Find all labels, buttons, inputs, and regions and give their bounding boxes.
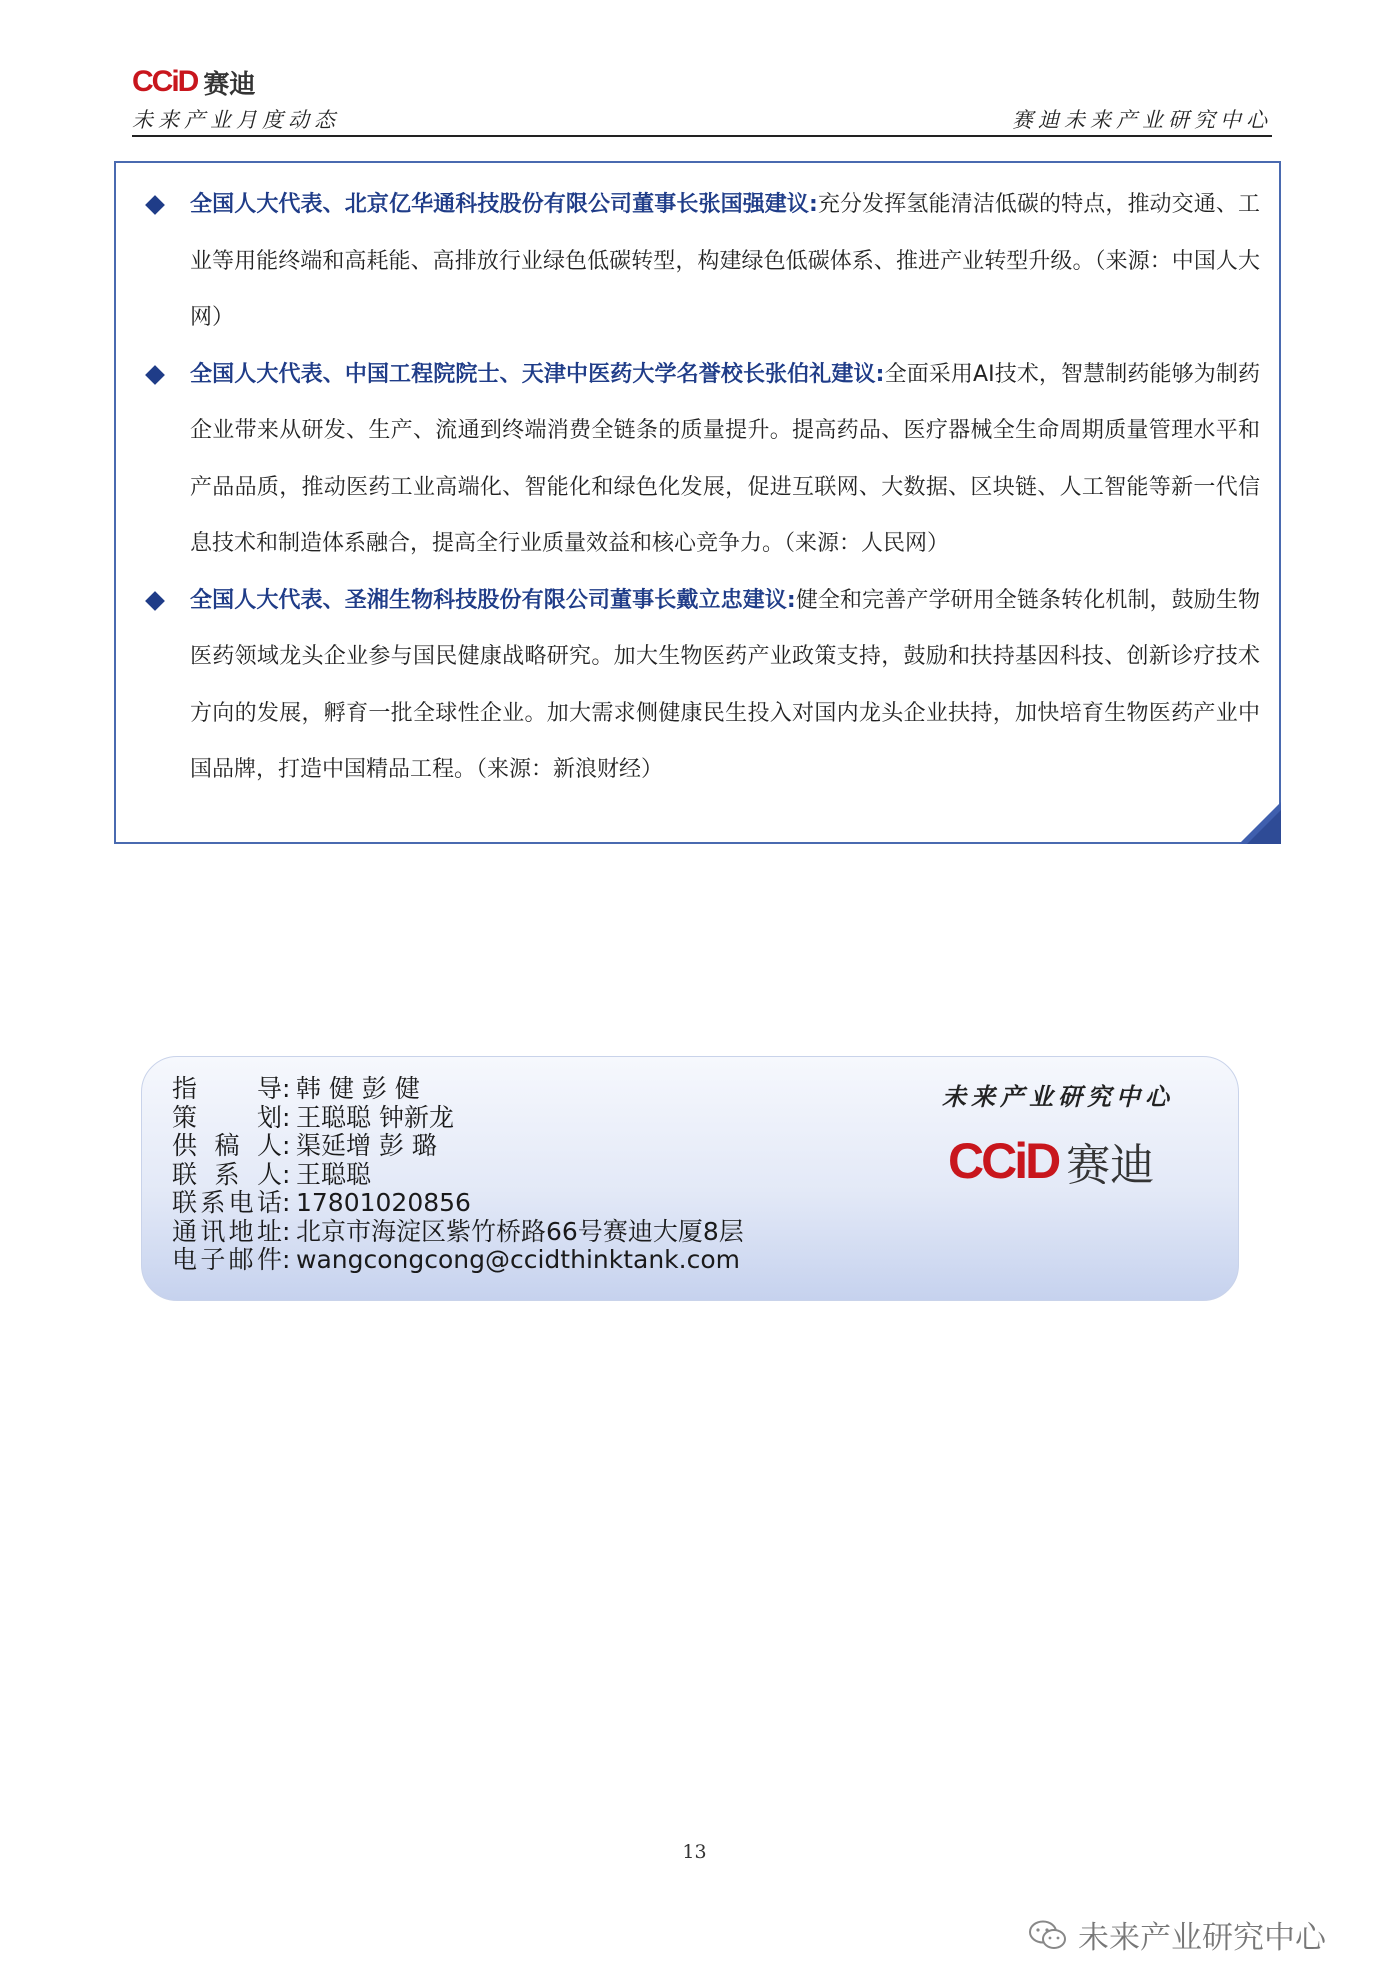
item-body: 充分发挥氢能清洁低碳的特点，推动交通、工业等用能终端和高耗能、高排放行业绿色低碳转型，构建绿色低碳体系、推进产业转型升级。（来源：中国人大网）	[190, 192, 1260, 330]
news-box	[114, 161, 1281, 844]
contact-value: 17801020856	[296, 1188, 471, 1217]
wechat-icon	[1028, 1919, 1068, 1951]
contact-label: 策划	[172, 1102, 282, 1132]
contact-colon: :	[282, 1216, 291, 1246]
contact-row	[172, 1189, 744, 1218]
contact-label: 供稿人	[172, 1131, 282, 1160]
contact-row	[172, 1246, 744, 1275]
contact-label: 联系人	[172, 1159, 282, 1189]
logo-ccid-text: CCiD	[948, 1133, 1059, 1189]
contact-label: 通讯地址	[172, 1216, 282, 1246]
contact-colon: :	[282, 1159, 291, 1189]
corner-triangle-icon	[1239, 802, 1281, 844]
header-divider	[132, 135, 1272, 137]
contact-value: 渠延增 彭 璐	[296, 1131, 437, 1160]
diamond-bullet-icon	[145, 365, 165, 385]
contact-row	[172, 1075, 744, 1104]
contact-list	[172, 1075, 744, 1275]
contact-value: 王聪聪	[296, 1159, 372, 1189]
contact-value: 王聪聪 钟新龙	[296, 1102, 454, 1132]
item-lead: 全国人大代表、中国工程院院士、天津中医药大学名誉校长张伯礼建议:	[190, 361, 885, 387]
list-item	[130, 177, 1270, 347]
contact-label: 电子邮件	[172, 1245, 282, 1274]
ccid-logo-large	[948, 1129, 1154, 1193]
diamond-bullet-icon	[145, 195, 165, 215]
watermark-text: 未来产业研究中心	[1078, 1920, 1326, 1956]
item-body: 全面采用AI技术，智慧制药能够为制药企业带来从研发、生产、流通到终端消费全链条的质量提升。提高药品、医疗器械全生命周期质量管理水平和产品品质，推动医药工业高端化、智能化和绿色化发展，促进互联网、大数据、区块链、人工智能等新一代信息技术和制造体系融合，提高全行业质量效益和核心竞争力。（来源：人民网）	[190, 361, 1260, 556]
page-header	[132, 64, 1272, 136]
center-name: 未来产业研究中心	[942, 1082, 1174, 1111]
contact-colon: :	[282, 1074, 291, 1103]
item-lead: 全国人大代表、北京亿华通科技股份有限公司董事长张国强建议:	[190, 192, 818, 217]
ccid-logo	[132, 64, 255, 100]
logo-cn-text: 赛迪	[203, 69, 256, 100]
header-right-title: 赛迪未来产业研究中心	[1012, 108, 1272, 132]
header-left-title: 未来产业月度动态	[132, 108, 340, 132]
contact-colon: :	[282, 1188, 291, 1217]
contact-label: 联系电话	[172, 1188, 282, 1217]
list-item	[130, 347, 1270, 573]
contact-value: 北京市海淀区紫竹桥路66号赛迪大厦8层	[296, 1216, 744, 1246]
item-paragraph	[190, 347, 1260, 573]
logo-cn-text: 赛迪	[1066, 1140, 1155, 1191]
logo-ccid-text: CCiD	[132, 65, 198, 98]
item-paragraph	[190, 573, 1260, 799]
contact-row	[172, 1161, 744, 1190]
contact-row	[172, 1104, 744, 1133]
diamond-bullet-icon	[145, 591, 165, 611]
contact-email: wangcongcong@ccidthinktank.com	[296, 1245, 740, 1274]
contact-label: 指导	[172, 1074, 282, 1103]
item-body: 健全和完善产学研用全链条转化机制，鼓励生物医药领域龙头企业参与国民健康战略研究。加大生物医药产业政策支持，鼓励和扶持基因科技、创新诊疗技术方向的发展，孵育一批全球性企业。加大需求侧健康民生投入对国内龙头企业扶持，加快培育生物医药产业中国品牌，打造中国精品工程。（来源：新浪财经）	[190, 587, 1260, 782]
page-number: 13	[682, 1841, 707, 1863]
contact-row	[172, 1218, 744, 1247]
item-paragraph	[190, 177, 1260, 347]
contact-colon: :	[282, 1102, 291, 1132]
contact-value: 韩 健 彭 健	[296, 1074, 420, 1103]
wechat-watermark	[1028, 1912, 1326, 1957]
contact-colon: :	[282, 1245, 291, 1274]
contact-row	[172, 1132, 744, 1161]
item-lead: 全国人大代表、圣湘生物科技股份有限公司董事长戴立忠建议:	[190, 587, 796, 613]
contact-colon: :	[282, 1131, 291, 1160]
list-item	[130, 573, 1270, 799]
contact-card	[141, 1056, 1239, 1301]
